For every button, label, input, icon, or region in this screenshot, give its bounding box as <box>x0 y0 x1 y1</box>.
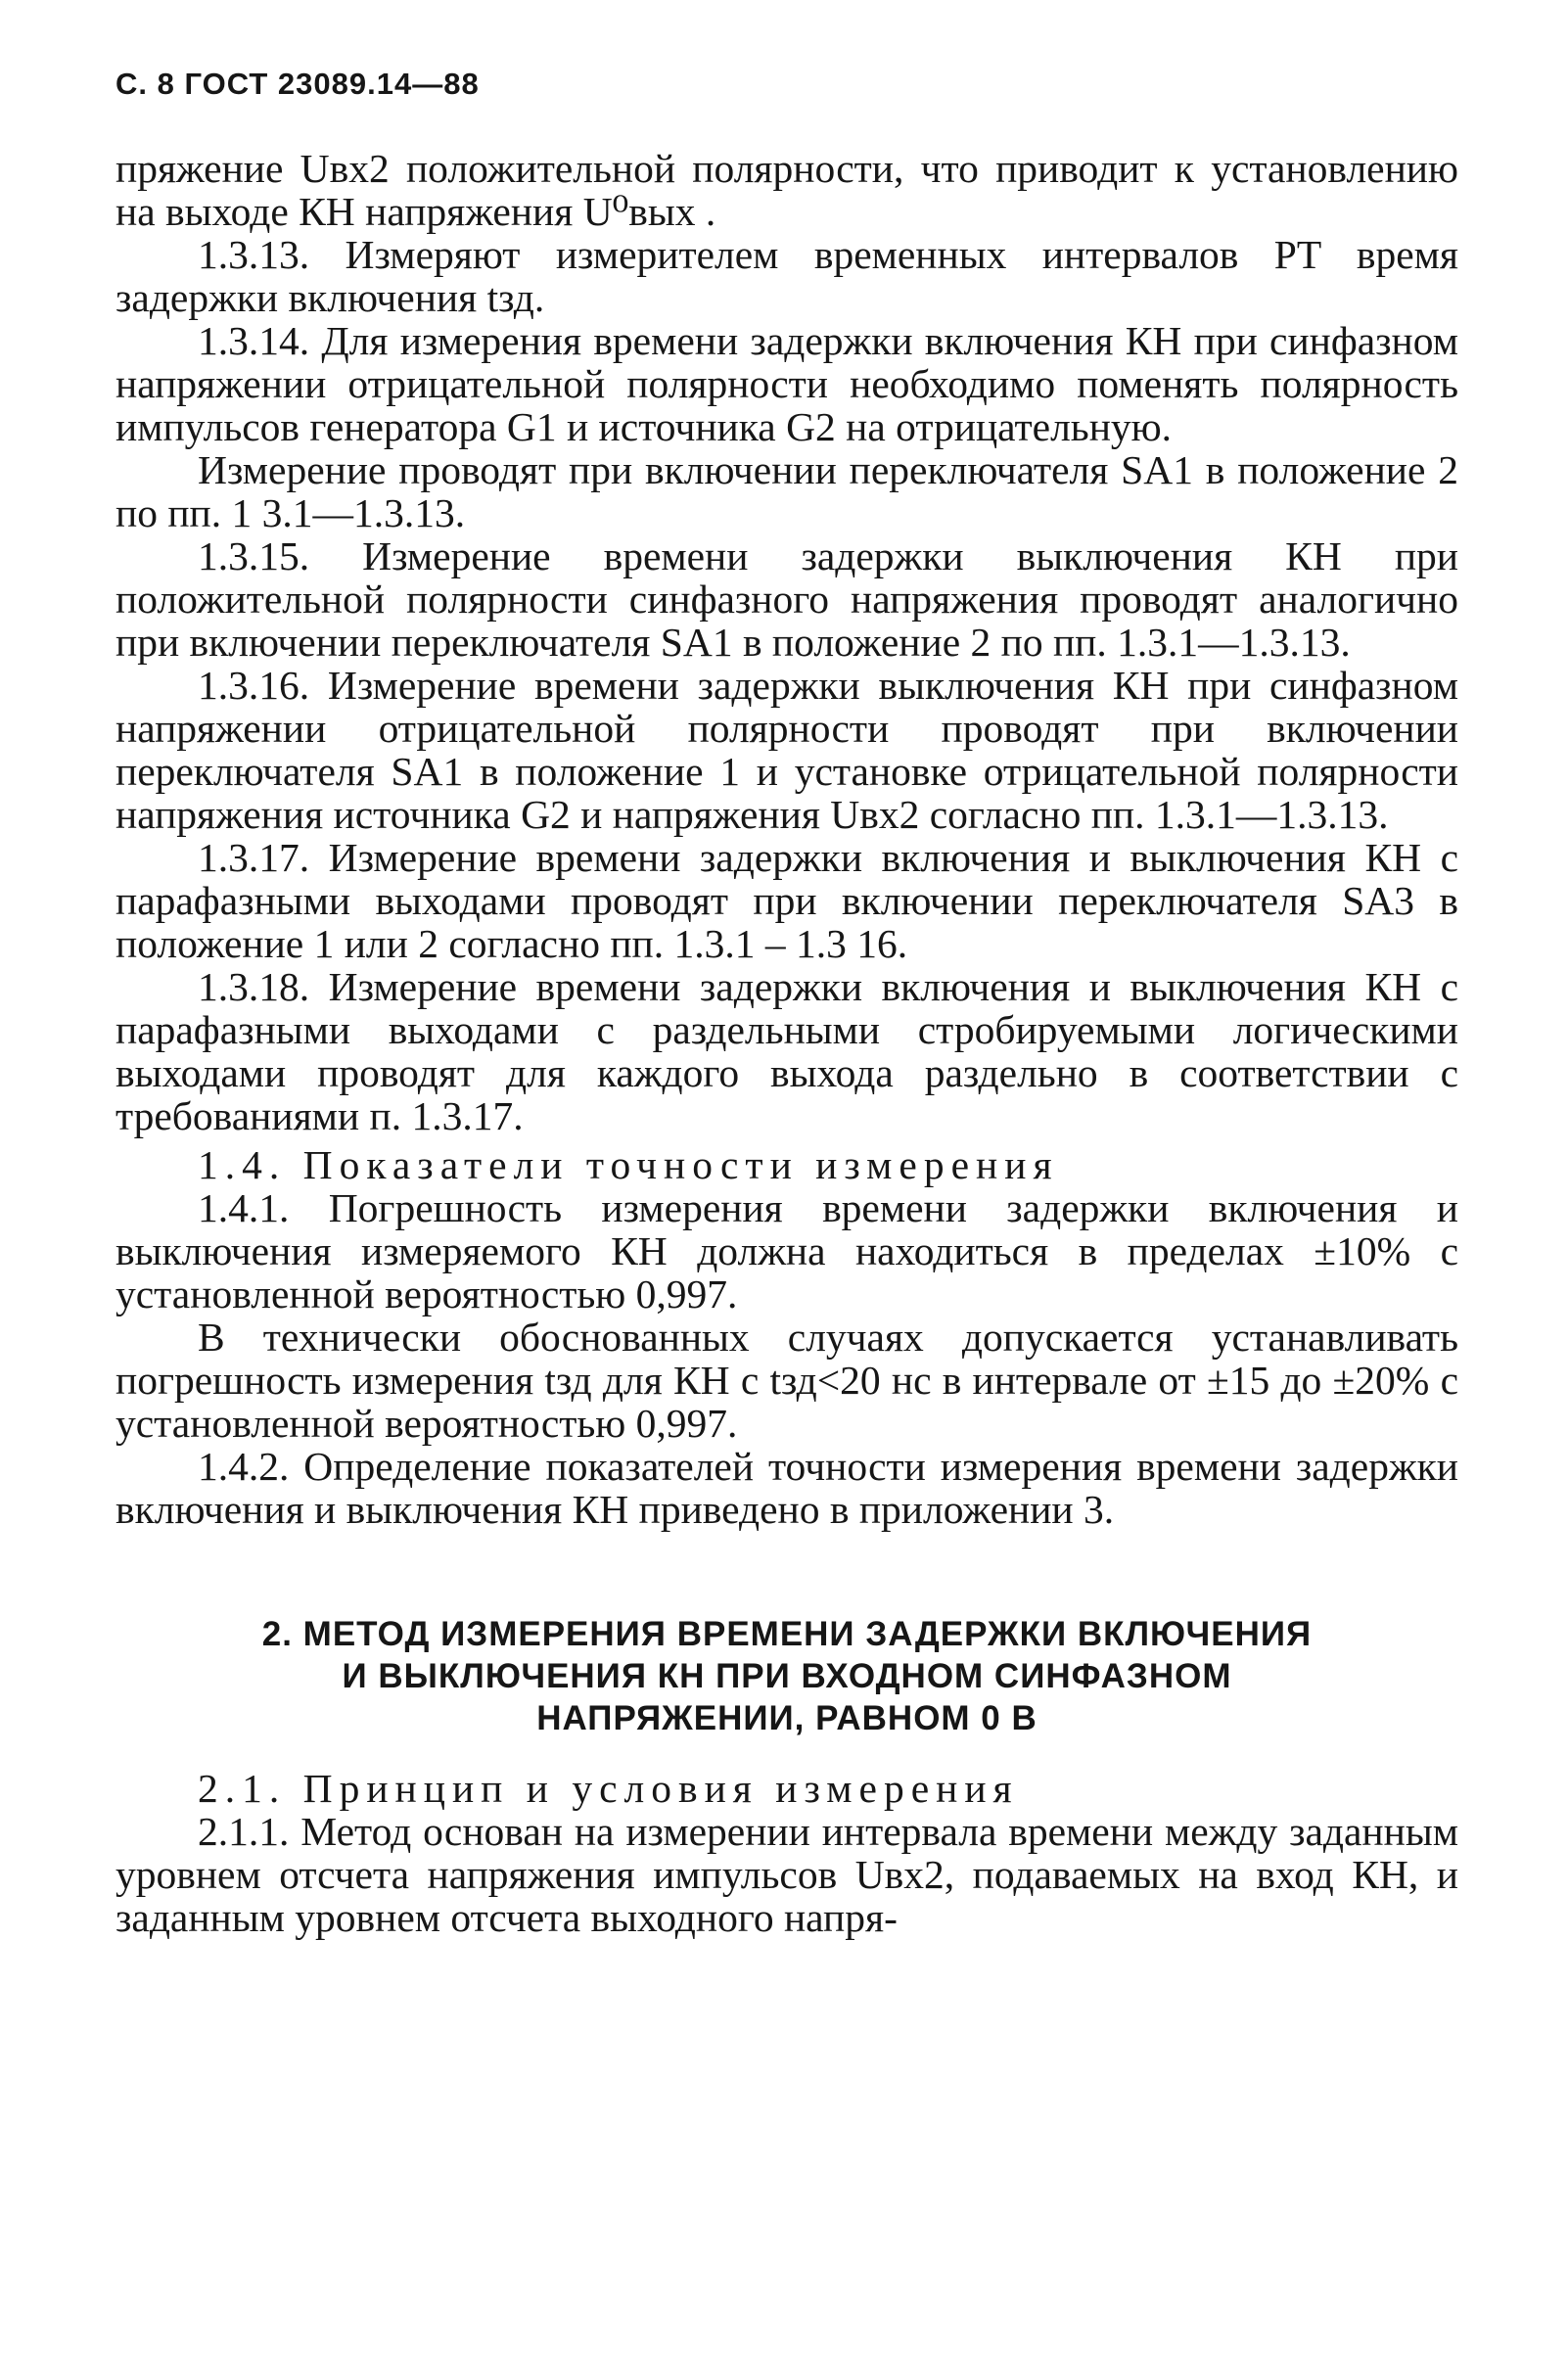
paragraph-continuation: пряжение Uвх2 положительной полярности, что приводит к установлению на выходе КН напряжения U⁰вых . <box>115 146 1458 234</box>
paragraph-1-4-2: 1.4.2. Определение показателей точности измерения времени задержки включения и выключения КН приведено в приложении 3. <box>115 1444 1458 1532</box>
paragraph-1-4-1-note: В технически обоснованных случаях допускается устанавливать погрешность измерения tзд для КН с tзд<20 нс в интервале от ±15 до ±20% с установленной вероятностью 0,997. <box>115 1315 1458 1446</box>
paragraph-1-3-14-measurement: Измерение проводят при включении переключателя SA1 в положение 2 по пп. 1 3.1—1.3.13. <box>115 447 1458 535</box>
section-2-heading-line: И ВЫКЛЮЧЕНИЯ КН ПРИ ВХОДНОМ СИНФАЗНОМ <box>342 1657 1232 1695</box>
section-2-heading <box>115 1613 1458 1739</box>
paragraph-1-4-1: 1.4.1. Погрешность измерения времени задержки включения и выключения измеряемого КН должна находиться в пределах ±10% с установленной вероятностью 0,997. <box>115 1185 1458 1317</box>
paragraph-1-3-17: 1.3.17. Измерение времени задержки включения и выключения КН с парафазными выходами проводят при включении переключателя SA3 в положение 1 или 2 согласно пп. 1.3.1 – 1.3 16. <box>115 835 1458 966</box>
subsection-title-2-1: 2.1. Принцип и условия измерения <box>198 1766 1019 1811</box>
paragraph-1-3-15: 1.3.15. Измерение времени задержки выключения КН при положительной полярности синфазного напряжения проводят аналогично при включении переключателя SA1 в положение 2 по пп. 1.3.1—1.3.13. <box>115 533 1458 665</box>
paragraph-1-3-13: 1.3.13. Измеряют измерителем временных интервалов PT время задержки включения tзд. <box>115 232 1458 320</box>
paragraph-2-1-1: 2.1.1. Метод основан на измерении интервала времени между заданным уровнем отсчета напряжения импульсов Uвх2, подаваемых на вход КН, и заданным уровнем отсчета выходного напря- <box>115 1809 1458 1940</box>
section-2-heading-line: 2. МЕТОД ИЗМЕРЕНИЯ ВРЕМЕНИ ЗАДЕРЖКИ ВКЛЮЧЕНИЯ <box>261 1615 1313 1653</box>
subsection-title-1-4: 1.4. Показатели точности измерения <box>198 1142 1059 1187</box>
page-header: С. 8 ГОСТ 23089.14—88 <box>115 67 480 101</box>
section-2-heading-line: НАПРЯЖЕНИИ, РАВНОМ 0 В <box>536 1699 1038 1737</box>
paragraph-1-3-14: 1.3.14. Для измерения времени задержки включения КН при синфазном напряжении отрицательной полярности необходимо поменять полярность импульсов генератора G1 и источника G2 на отрицательную. <box>115 318 1458 449</box>
paragraph-1-3-18: 1.3.18. Измерение времени задержки включения и выключения КН с парафазными выходами с раздельными стробируемыми логическими выходами проводят для каждого выхода раздельно в соответствии с требованиями п. 1.3.17. <box>115 964 1458 1138</box>
paragraph-1-3-16: 1.3.16. Измерение времени задержки выключения КН при синфазном напряжении отрицательной полярности проводят при включении переключателя SA1 в положение 1 и установке отрицательной полярности напряжения источника G2 и напряжения Uвх2 согласно пп. 1.3.1—1.3.13. <box>115 663 1458 837</box>
page-content <box>115 147 1458 1939</box>
